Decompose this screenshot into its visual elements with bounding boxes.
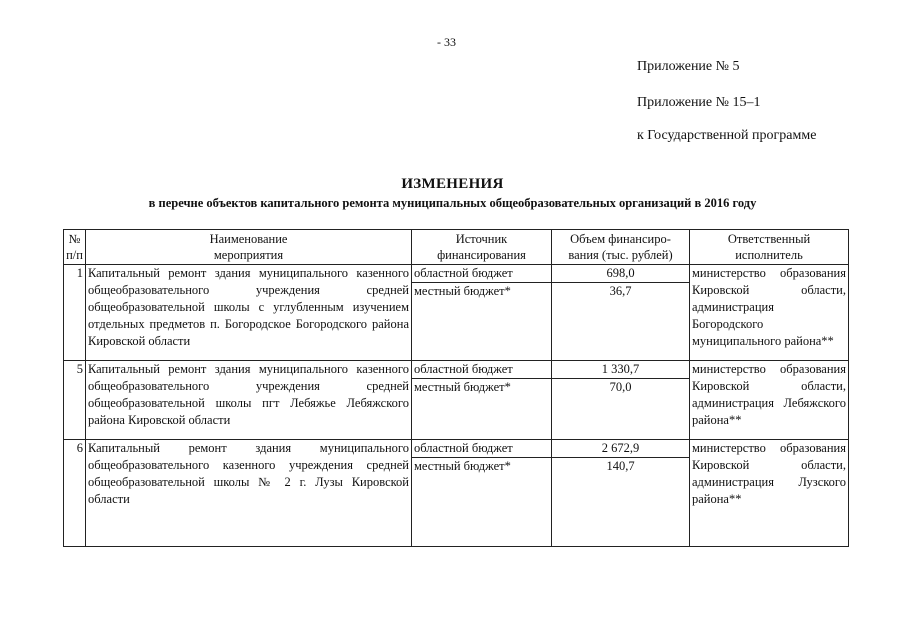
table-row-spacer: [64, 350, 849, 361]
table-row-spacer: [64, 429, 849, 440]
row-funding-amounts: [552, 361, 690, 430]
header-num: № п/п: [64, 230, 86, 265]
funding-amount: 2 672,9: [552, 440, 689, 458]
annex-program-ref: к Государственной программе: [637, 128, 817, 143]
page-number: - 33: [437, 35, 456, 49]
row-measure-name: Капитальный ремонт здания муниципального общеобразовательного казенного учреждения средней общеобразовательной школы № 2 г. Лузы Кировской области: [86, 440, 412, 509]
funding-amount: 70,0: [609, 380, 632, 394]
table-header-row: [64, 230, 849, 265]
funding-source: местный бюджет*: [414, 459, 511, 473]
row-funding-amounts: [552, 265, 690, 351]
row-measure-name: Капитальный ремонт здания муниципального казенного общеобразовательного учреждения средней общеобразовательной школы с углубленным изучением отдельных предметов п. Богородское Богородского района Кировской области: [86, 265, 412, 351]
row-executor: министерство образования Кировской области, администрация Богородского муниципального района**: [690, 265, 849, 351]
document-title: ИЗМЕНЕНИЯ: [401, 176, 504, 192]
row-funding-sources: [412, 361, 552, 430]
document-subtitle: в перечне объектов капитального ремонта муниципальных общеобразовательных организаций в 2016 году: [148, 196, 757, 210]
table-row: [64, 361, 849, 430]
funding-source: областной бюджет: [412, 440, 551, 458]
table-row: [64, 265, 849, 351]
header-name: Наименование мероприятия: [86, 230, 412, 265]
row-executor: министерство образования Кировской области, администрация Лебяжского района**: [690, 361, 849, 430]
annex-number: Приложение № 5: [637, 59, 740, 74]
row-funding-sources: [412, 440, 552, 509]
header-amount: Объем финансиро- вания (тыс. рублей): [552, 230, 690, 265]
header-source: Источник финансирования: [412, 230, 552, 265]
funding-source: местный бюджет*: [414, 284, 511, 298]
row-number: 1: [64, 265, 86, 351]
row-number: 5: [64, 361, 86, 430]
funding-amount: 1 330,7: [552, 361, 689, 379]
funding-source: областной бюджет: [412, 265, 551, 283]
funding-source: областной бюджет: [412, 361, 551, 379]
row-measure-name: Капитальный ремонт здания муниципального казенного общеобразовательного учреждения средней общеобразовательной школы пгт Лебяжье Лебяжского района Кировской области: [86, 361, 412, 430]
row-number: 6: [64, 440, 86, 509]
row-funding-amounts: [552, 440, 690, 509]
table-row: [64, 440, 849, 509]
table-row-spacer: [64, 508, 849, 547]
annex-subnumber: Приложение № 15–1: [637, 95, 761, 110]
row-executor: министерство образования Кировской области, администрация Лузского района**: [690, 440, 849, 509]
capital-repair-table: [63, 229, 849, 547]
funding-amount: 698,0: [552, 265, 689, 283]
funding-amount: 36,7: [609, 284, 632, 298]
funding-amount: 140,7: [606, 459, 635, 473]
header-executor: Ответственный исполнитель: [690, 230, 849, 265]
row-funding-sources: [412, 265, 552, 351]
funding-source: местный бюджет*: [414, 380, 511, 394]
